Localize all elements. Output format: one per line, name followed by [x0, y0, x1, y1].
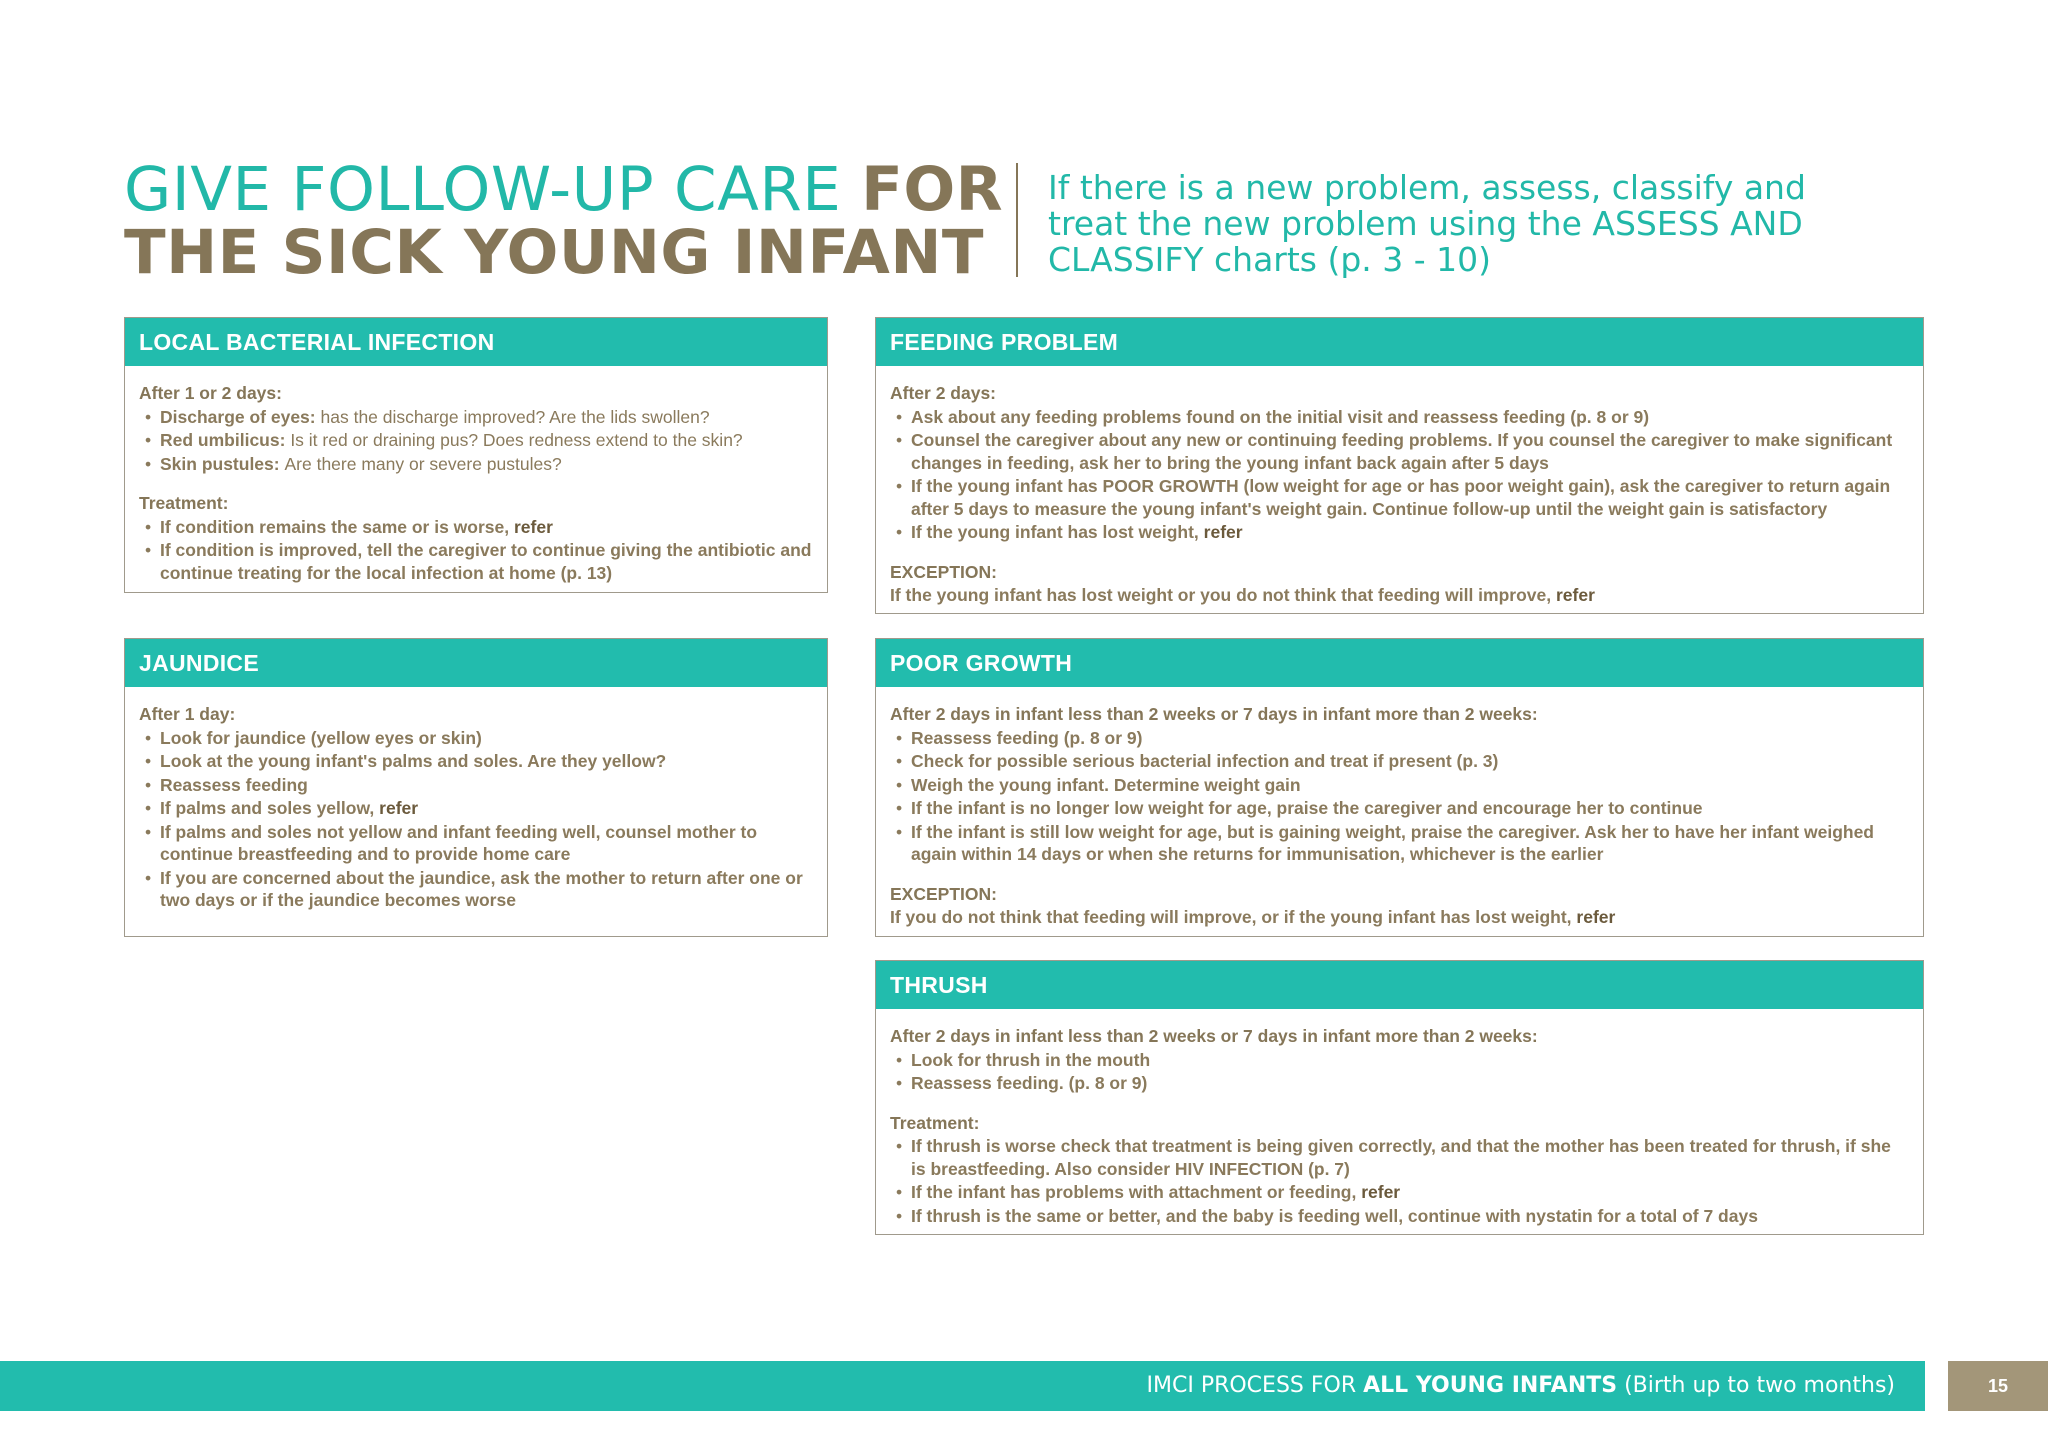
- poor-growth-box: [875, 638, 1924, 937]
- footer-suffix: (Birth up to two months): [1624, 1373, 1895, 1398]
- bullet-list: [890, 406, 1909, 544]
- bullet-list: [139, 516, 813, 585]
- list-item: • If the infant has problems with attachment or feeding, refer: [890, 1181, 1909, 1204]
- list-item: • If the infant is no longer low weight for age, praise the caregiver and encourage her to continue: [890, 797, 1909, 820]
- title-brown-part-2: THE SICK YOUNG INFANT: [124, 217, 985, 288]
- list-item: • Skin pustules: Are there many or severe pustules?: [139, 453, 813, 476]
- box-heading: LOCAL BACTERIAL INFECTION: [125, 318, 827, 366]
- list-item: • Weigh the young infant. Determine weight gain: [890, 774, 1909, 797]
- page-subtitle: If there is a new problem, assess, classify and treat the new problem using the ASSESS AND CLASSIFY charts (p. 3 - 10): [1048, 168, 1806, 279]
- list-item: • If the young infant has lost weight, refer: [890, 521, 1909, 544]
- jaundice-box: [124, 638, 828, 937]
- list-item: • If the young infant has POOR GROWTH (low weight for age or has poor weight gain), ask the caregiver to return again after 5 days to measure the young infant's weight gain. Continue follow-up until the weight gain is satisfactory: [890, 475, 1909, 520]
- list-item: • Look at the young infant's palms and soles. Are they yellow?: [139, 750, 813, 773]
- thrush-box: [875, 960, 1924, 1235]
- section-title: Treatment:: [139, 493, 229, 513]
- list-item: • Reassess feeding: [139, 774, 813, 797]
- exception-title: EXCEPTION:: [890, 561, 997, 582]
- title-divider: [1016, 163, 1018, 277]
- section-title: Treatment:: [890, 1112, 980, 1133]
- list-item: • If palms and soles not yellow and infant feeding well, counsel mother to continue breastfeeding and to provide home care: [139, 821, 813, 866]
- list-item: • If you are concerned about the jaundice, ask the mother to return after one or two days or if the jaundice becomes worse: [139, 867, 813, 912]
- exception-text: If the young infant has lost weight or you do not think that feeding will improve, refer: [890, 585, 1595, 605]
- list-item: • Discharge of eyes: has the discharge improved? Are the lids swollen?: [139, 406, 813, 429]
- page-title: [124, 154, 1004, 288]
- title-teal-part: GIVE FOLLOW-UP CARE: [124, 154, 842, 225]
- box-heading: FEEDING PROBLEM: [876, 318, 1923, 366]
- list-item: • Check for possible serious bacterial infection and treat if present (p. 3): [890, 750, 1909, 773]
- bullet-list: [139, 406, 813, 476]
- bullet-list: [890, 727, 1909, 866]
- list-item: • If palms and soles yellow, refer: [139, 797, 813, 820]
- list-item: • If condition is improved, tell the caregiver to continue giving the antibiotic and continue treating for the local infection at home (p. 13): [139, 539, 813, 584]
- list-item: • Ask about any feeding problems found on the initial visit and reassess feeding (p. 8 or 9): [890, 406, 1909, 429]
- footer-prefix: IMCI PROCESS FOR: [1146, 1373, 1357, 1398]
- bullet-list: [890, 1049, 1909, 1095]
- list-item: • If thrush is worse check that treatment is being given correctly, and that the mother has been treated for thrush, if she is breastfeeding. Also consider HIV INFECTION (p. 7): [890, 1135, 1909, 1180]
- list-item: • Look for thrush in the mouth: [890, 1049, 1909, 1072]
- section-title: After 2 days:: [890, 383, 997, 403]
- section-title: After 1 day:: [139, 704, 236, 724]
- section-title: After 2 days in infant less than 2 weeks or 7 days in infant more than 2 weeks:: [890, 1026, 1538, 1046]
- footer-bar: [0, 1361, 1925, 1411]
- box-heading: JAUNDICE: [125, 639, 827, 687]
- footer-bold: ALL YOUNG INFANTS: [1363, 1373, 1618, 1398]
- box-heading: THRUSH: [876, 961, 1923, 1009]
- list-item: • If condition remains the same or is worse, refer: [139, 516, 813, 539]
- list-item: • Reassess feeding. (p. 8 or 9): [890, 1072, 1909, 1095]
- exception-title: EXCEPTION:: [890, 883, 997, 904]
- list-item: • Counsel the caregiver about any new or continuing feeding problems. If you counsel the caregiver to make significant changes in feeding, ask her to bring the young infant back again after 5 days: [890, 429, 1909, 474]
- exception-text: If you do not think that feeding will improve, or if the young infant has lost weight, refer: [890, 907, 1616, 927]
- box-heading: POOR GROWTH: [876, 639, 1923, 687]
- section-title: After 1 or 2 days:: [139, 383, 282, 403]
- bullet-list: [890, 1135, 1909, 1227]
- list-item: • If the infant is still low weight for age, but is gaining weight, praise the caregiver. Ask her to have her infant weighed again within 14 days or when she returns for immunisation, whichever is the earlier: [890, 821, 1909, 866]
- page-number: 15: [1948, 1361, 2048, 1411]
- title-brown-part-1: FOR: [861, 154, 1004, 225]
- list-item: • Reassess feeding (p. 8 or 9): [890, 727, 1909, 750]
- bullet-list: [139, 727, 813, 912]
- feeding-problem-box: [875, 317, 1924, 614]
- list-item: • If thrush is the same or better, and the baby is feeding well, continue with nystatin for a total of 7 days: [890, 1205, 1909, 1228]
- section-title: After 2 days in infant less than 2 weeks or 7 days in infant more than 2 weeks:: [890, 704, 1538, 724]
- list-item: • Red umbilicus: Is it red or draining pus? Does redness extend to the skin?: [139, 429, 813, 452]
- local-bacterial-infection-box: [124, 317, 828, 593]
- list-item: • Look for jaundice (yellow eyes or skin): [139, 727, 813, 750]
